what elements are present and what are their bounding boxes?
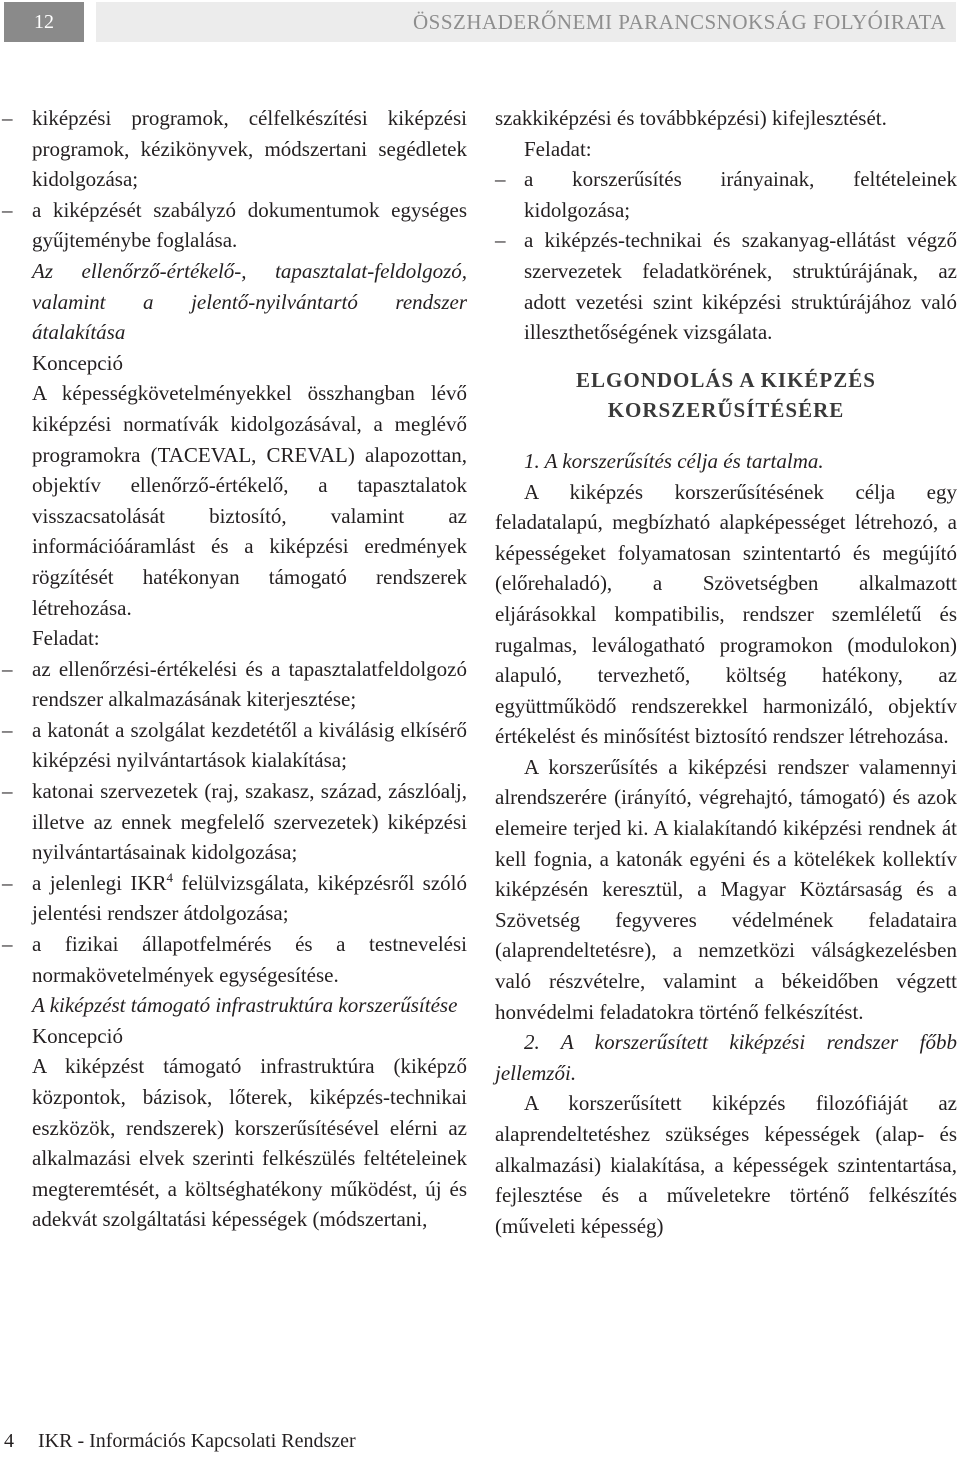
concept-label: Koncepció [32,350,123,375]
footnote [4,1430,356,1453]
body-paragraph: A korszerűsítés a kiképzési rendszer valamennyi alrendszerére (irányító, végrehajtó, támogató) és azok elemeire terjed ki. A kialakítandó kiképzési rendnek át kell fognia, a katonák egyéni és a kötelékek kollektív kiképzésén keresztül, a Magyar Köztársaság és a Szövetség fegyveres védelmének feladataira (alaprendeltetésre), a nemzetközi válságkezelésben való részvételre, valamint a békeidőben végzett honvédelmi feladatokra történő felkészítést. [495,754,957,1024]
list-item: – a jelenlegi IKR$^4$ felülvizsgálata, kiképzésről szóló jelentési rendszer átdolgozása; [2,869,467,926]
heading-line: KORSZERŰSÍTÉSÉRE [607,398,845,423]
dash-mark: – [2,932,13,957]
subtitle: 2. A korszerűsített kiképzési rendszer főbb jellemzői. [495,1030,957,1085]
concept-paragraph: A képességkövetelményekkel összhangban lévő kiképzési normatívák kidolgozásával, a meglévő programokra (TACEVAL, CREVAL) alapozottan, objektív ellenőrző-értékelő, a tapasztalatok visszacsatolását biztosító, valamint az információáramlást és a kiképzési eredmények rögzítését hatékonyan támogató rendszerek létrehozása. [32,381,467,620]
list-item: – az ellenőrzési-értékelési és a tapasztalatfeldolgozó rendszer alkalmazásának kiterjesztése; [32,654,467,715]
dash-mark: – [2,656,13,681]
list-item: – katonai szervezetek (raj, szakasz, század, zászlóalj, illetve az ennek megfelelő szervezetek) kiképzési nyilvántartásainak kidolgozása; [32,776,467,868]
footnote-ref[interactable]: 4 [166,869,174,885]
list-item: – a korszerűsítés irányainak, feltételeinek kidolgozása; [495,164,957,225]
page-header [0,0,960,44]
section-heading [495,365,957,426]
list-item: – a kiképzését szabályzó dokumentumok egységes gyűjteménybe foglalása. [32,195,467,256]
right-column [495,103,957,1241]
dash-mark: – [2,717,13,742]
task-label: Feladat: [32,626,100,651]
dash-mark: – [2,197,13,222]
list-item: – a katonát a szolgálat kezdetétől a kiválásig elkísérő kiképzési nyilvántartások kialakítása; [32,715,467,776]
concept-label: Koncepció [32,1023,123,1048]
dash-mark: – [2,106,13,130]
journal-title: ÖSSZHADERŐNEMI PARANCSNOKSÁG FOLYÓIRATA [96,2,956,42]
footnote-number: 4 [4,1430,14,1452]
dash-mark: – [2,870,13,895]
dash-mark: – [495,167,506,192]
dash-mark: – [495,228,506,253]
section-title: A kiképzést támogató infrastruktúra korszerűsítése [32,993,458,1018]
list-item: – a fizikai állapotfelmérés és a testnevelési normakövetelmények egységesítése. [32,929,467,990]
list-item: – a kiképzés-technikai és szakanyag-ellátást végző szervezetek feladatkörének, struktúrájának, az adott vezetési szint kiképzési struktúrájához való illeszthetőségének vizsgálata. [495,225,957,347]
footnote-text: IKR - Információs Kapcsolati Rendszer [38,1430,356,1452]
section-title: Az ellenőrző-értékelő-, tapasztalat-feldolgozó, valamint a jelentő-nyilvántartó rendszer átalakítása [32,258,467,345]
list-item: – kiképzési programok, célfelkészítési kiképzési programok, kézikönyvek, módszertani segédletek kidolgozása; [32,103,467,195]
concept-paragraph: A kiképzést támogató infrastruktúra (kiképző központok, bázisok, lőterek, kiképzés-technikai eszközök, rendszerek) korszerűsítésével elérni az alkalmazási elvek szerinti felkészülés feltételeinek megteremtését, a költséghatékony működést, új és adekvát szolgáltatási képességek (módszertani, [32,1054,467,1232]
task-label: Feladat: [524,136,592,161]
body-paragraph: A kiképzés korszerűsítésének célja egy feladatalapú, megbízható alapképességet létrehozó, a képességeket folyamatosan szintentartó és megújító (előrehaladó), a Szövetségben alkalmazott eljárásokkal kompatibilis, rendszer szemléletű és rugalmas, leválogatható programokon (modulokon) alapuló, tervezhető, költség hatékony, az együttműködő rendszerekkel harmonizáló, objektív értékelést és minősítést biztosító rendszer létrehozása. [495,479,957,749]
heading-line: ELGONDOLÁS A KIKÉPZÉS [576,367,876,392]
body-paragraph: A korszerűsített kiképzés filozófiáját az alaprendeltetéshez szükséges képességek (alap- és alkalmazási) kialakítása, a képességek szintentartása, fejlesztése és a műveletekre történő felkészítés (műveleti képesség) [495,1091,957,1238]
dash-mark: – [2,779,13,804]
continuation-paragraph: szakkiképzési és továbbképzési) kifejlesztését. [495,106,887,130]
subtitle: 1. A korszerűsítés célja és tartalma. [524,448,824,473]
page-number: 12 [4,2,84,42]
left-column [2,103,467,1235]
